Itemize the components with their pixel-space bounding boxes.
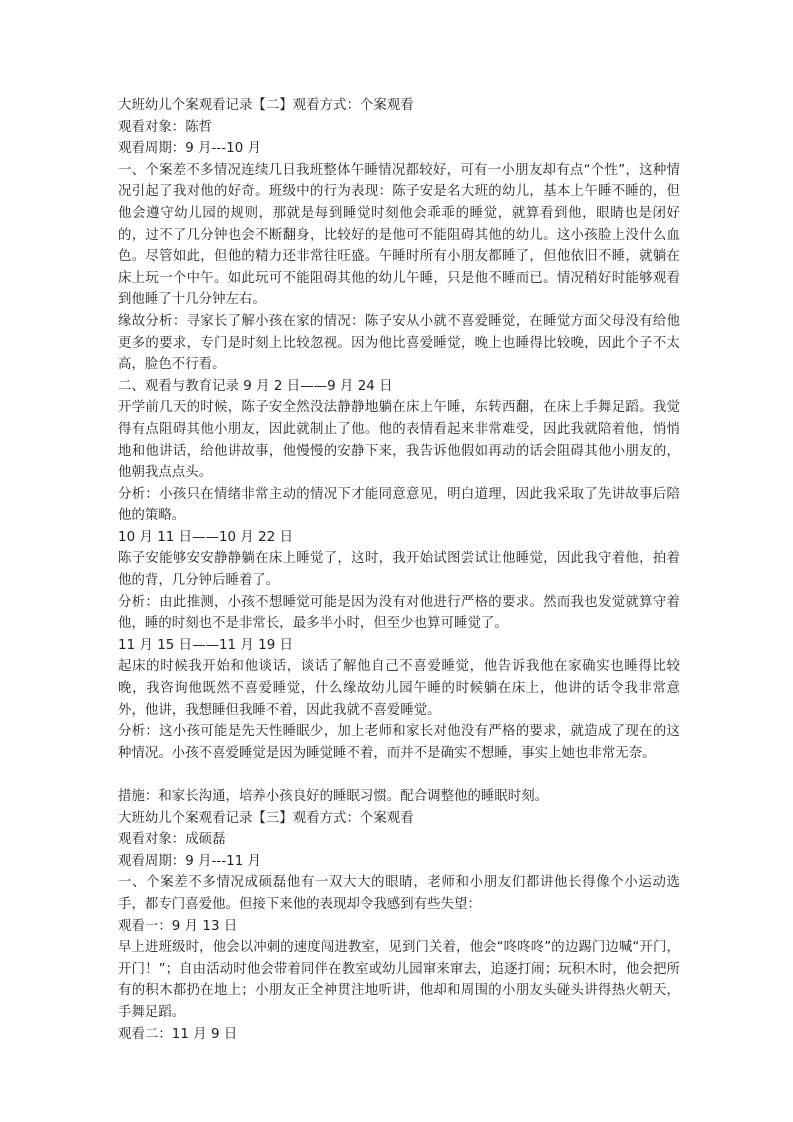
record-2-cause-analysis: 缘故分析：寻家长了解小孩在家的情况：陈子安从小就不喜爱睡觉，在睡觉方面父母没有给他更多的要求，专门是时刻上比较忽视。因为他比喜爱睡觉，晚上也睡得比较晚，因此个子不太高，脸色不行看。	[118, 313, 680, 373]
record-3-observation-1-heading: 观看一：9 月 13 日	[118, 918, 238, 934]
record-3-subject: 观看对象：成硕磊	[118, 832, 226, 848]
record-2-period: 观看周期：9 月---10 月	[118, 141, 262, 157]
record-2-measures: 措施：和家长沟通，培养小孩良好的睡眠习惯。配合调整他的睡眠时刻。	[118, 789, 549, 804]
record-3-observation-1-text: 早上进班级时，他会以冲刺的速度闯进教室，见到门关着，他会“咚咚咚”的边踢门边喊“开门，开门！”；自由活动时他会带着同伴在教室或幼儿园窜来窜去，追逐打闹；玩积木时，他会把所有的积木都扔在地上；小朋友正全神贯注地听讲，他却和周围的小朋友头碰头讲得热火朝天，手舞足蹈。	[118, 940, 680, 1020]
record-2-analysis-1: 分析：小孩只在情绪非常主动的情况下才能同意意见，明白道理，因此我采取了先讲故事后陪他的策略。	[118, 486, 680, 524]
record-3-title: 大班幼儿个案观看记录【三】观看方式：个案观看	[118, 810, 414, 826]
record-2-section-heading: 二、观看与教育记录 9 月 2 日——9 月 24 日	[118, 378, 393, 394]
record-2-observation-3: 起床的时候我开始和他谈话，谈话了解他自己不喜爱睡觉，他告诉我他在家确实也睡得比较晚，我咨询他既然不喜爱睡觉，什么缘故幼儿园午睡的时候躺在床上，他讲的话令我非常意外，他讲，我想睡但我睡不着，因此我就不喜爱睡觉。	[118, 659, 680, 718]
record-3-basic-situation: 一、个案差不多情况成硕磊他有一双大大的眼睛，老师和小朋友们都讲他长得像个小运动选手，都专门喜爱他。但接下来他的表现却令我感到有些失望：	[118, 875, 680, 912]
record-2-analysis-2: 分析：由此推测，小孩不想睡觉可能是因为没有对他进行严格的要求。然而我也发觉就算守着他，睡的时刻也不是非常长，最多半小时，但至少也算可睡觉了。	[118, 594, 680, 632]
record-2-date-3: 11 月 15 日——11 月 19 日	[118, 637, 294, 653]
record-2-date-2: 10 月 11 日——10 月 22 日	[118, 529, 294, 545]
record-2-subject: 观看对象：陈哲	[118, 119, 213, 135]
record-2-basic-situation: 一、个案差不多情况连续几日我班整体午睡情况都较好，可有一小朋友却有点“个性”，这种情况引起了我对他的好奇。班级中的行为表现：陈子安是名大班的幼儿，基本上午睡不睡的，但他会遵守幼儿园的规则，那就是每到睡觉时刻他会乖乖的睡觉，就算看到他，眼睛也是闭好的，过不了几分钟也会不断翻身，比较好的是他可不能阻碍其他的幼儿。这小孩脸上没什么血色。尽管如此，但他的精力还非常往旺盛。午睡时所有小朋友都睡了，但他依旧不睡，就躺在床上玩一个中午。如此玩可不能阻碍其他的幼儿午睡，只是他不睡而已。情况稍好时能够观看到他睡了十几分钟左右。	[118, 162, 680, 308]
blank-line	[118, 764, 680, 786]
record-2-title: 大班幼儿个案观看记录【二】观看方式：个案观看	[118, 98, 414, 113]
document-page	[118, 95, 680, 1045]
record-3-period: 观看周期：9 月---11 月	[118, 853, 262, 869]
record-3-observation-2-heading: 观看二：11 月 9 日	[118, 1026, 238, 1042]
record-2-observation-2: 陈子安能够安安静静躺在床上睡觉了，这时，我开始试图尝试让他睡觉，因此我守着他，拍着他的背，几分钟后睡着了。	[118, 551, 680, 589]
record-2-analysis-3: 分析：这小孩可能是先天性睡眠少，加上老师和家长对他没有严格的要求，就造成了现在的这种情况。小孩不喜爱睡觉是因为睡觉睡不着，而并不是确实不想睡，事实上她也非常无奈。	[118, 724, 680, 761]
record-2-observation-1: 开学前几天的时候，陈子安全然没法静静地躺在床上午睡，东转西翻，在床上手舞足蹈。我觉得有点阻碍其他小朋友，因此就制止了他。他的表情看起来非常难受，因此我就陪着他，悄悄地和他讲话，给他讲故事，他慢慢的安静下来，我告诉他假如再动的话会阻碍其他小朋友的，他朝我点点头。	[118, 400, 680, 481]
